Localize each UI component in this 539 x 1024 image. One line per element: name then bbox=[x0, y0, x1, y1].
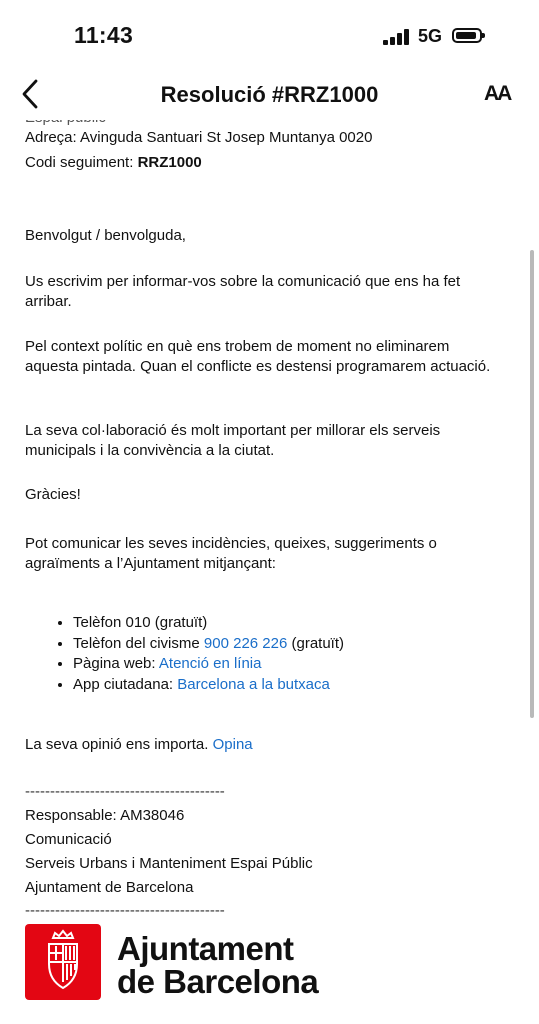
tracking-label: Codi seguiment: bbox=[25, 154, 138, 171]
divider: ---------------------------------------- bbox=[25, 783, 225, 800]
address-line: Adreça: Avinguda Santuari St Josep Muntanya 0020 bbox=[25, 129, 373, 146]
paragraph-intro: Us escrivim per informar-vos sobre la comunicació que ens ha fet arribar. bbox=[25, 273, 461, 310]
department-full: Serveis Urbans i Manteniment Espai Públic bbox=[25, 855, 313, 872]
status-bar bbox=[0, 0, 539, 70]
cellular-signal-icon bbox=[383, 29, 411, 45]
barcelona-crest-icon bbox=[25, 924, 101, 1000]
status-time: 11:43 bbox=[74, 22, 134, 48]
opina-link[interactable]: Opina bbox=[212, 736, 253, 753]
battery-icon bbox=[452, 28, 482, 43]
tracking-value: RRZ1000 bbox=[137, 154, 202, 171]
thanks: Gràcies! bbox=[25, 486, 81, 503]
list-item: • Telèfon 010 (gratuït) bbox=[73, 613, 344, 634]
paragraph-context: Pel context polític en què ens trobem de moment no eliminarem aquesta pintada. Quan el conflicte es destensi programarem actuació. bbox=[25, 338, 491, 375]
organization: Ajuntament de Barcelona bbox=[25, 879, 194, 896]
text-size-button[interactable]: AA bbox=[484, 82, 511, 105]
citizen-app-link[interactable]: Barcelona a la butxaca bbox=[177, 675, 330, 693]
list-item: • Telèfon del civisme 900 226 226 (gratuït) bbox=[73, 634, 344, 655]
opinion-line: La seva opinió ens importa. Opina bbox=[25, 736, 253, 753]
responsible: Responsable: AM38046 bbox=[25, 807, 185, 824]
list-item: • Pàgina web: Atenció en línia bbox=[73, 654, 344, 675]
navigation-bar bbox=[0, 70, 539, 120]
contact-list bbox=[25, 613, 344, 695]
civism-phone-link[interactable]: 900 226 226 bbox=[203, 634, 288, 652]
page-title: Resolució #RRZ1000 bbox=[160, 82, 379, 107]
ajuntament-logo-text: Ajuntament de Barcelona bbox=[117, 930, 319, 1000]
list-item: • App ciutadana: Barcelona a la butxaca bbox=[73, 675, 344, 696]
divider: ---------------------------------------- bbox=[25, 902, 225, 919]
paragraph-collaboration: La seva col·laboració és molt important per millorar els serveis municipals i la convivència a la ciutat. bbox=[25, 422, 441, 459]
greeting: Benvolgut / benvolguda, bbox=[25, 227, 186, 244]
department: Comunicació bbox=[25, 831, 112, 848]
tracking-code-line bbox=[25, 153, 202, 173]
online-service-link[interactable]: Atenció en línia bbox=[158, 655, 262, 672]
paragraph-channels: Pot comunicar les seves incidències, queixes, suggeriments o agraïments a l’Ajuntament mitjançant: bbox=[25, 535, 437, 572]
network-type: 5G bbox=[418, 26, 443, 46]
scrollbar[interactable] bbox=[530, 250, 534, 718]
